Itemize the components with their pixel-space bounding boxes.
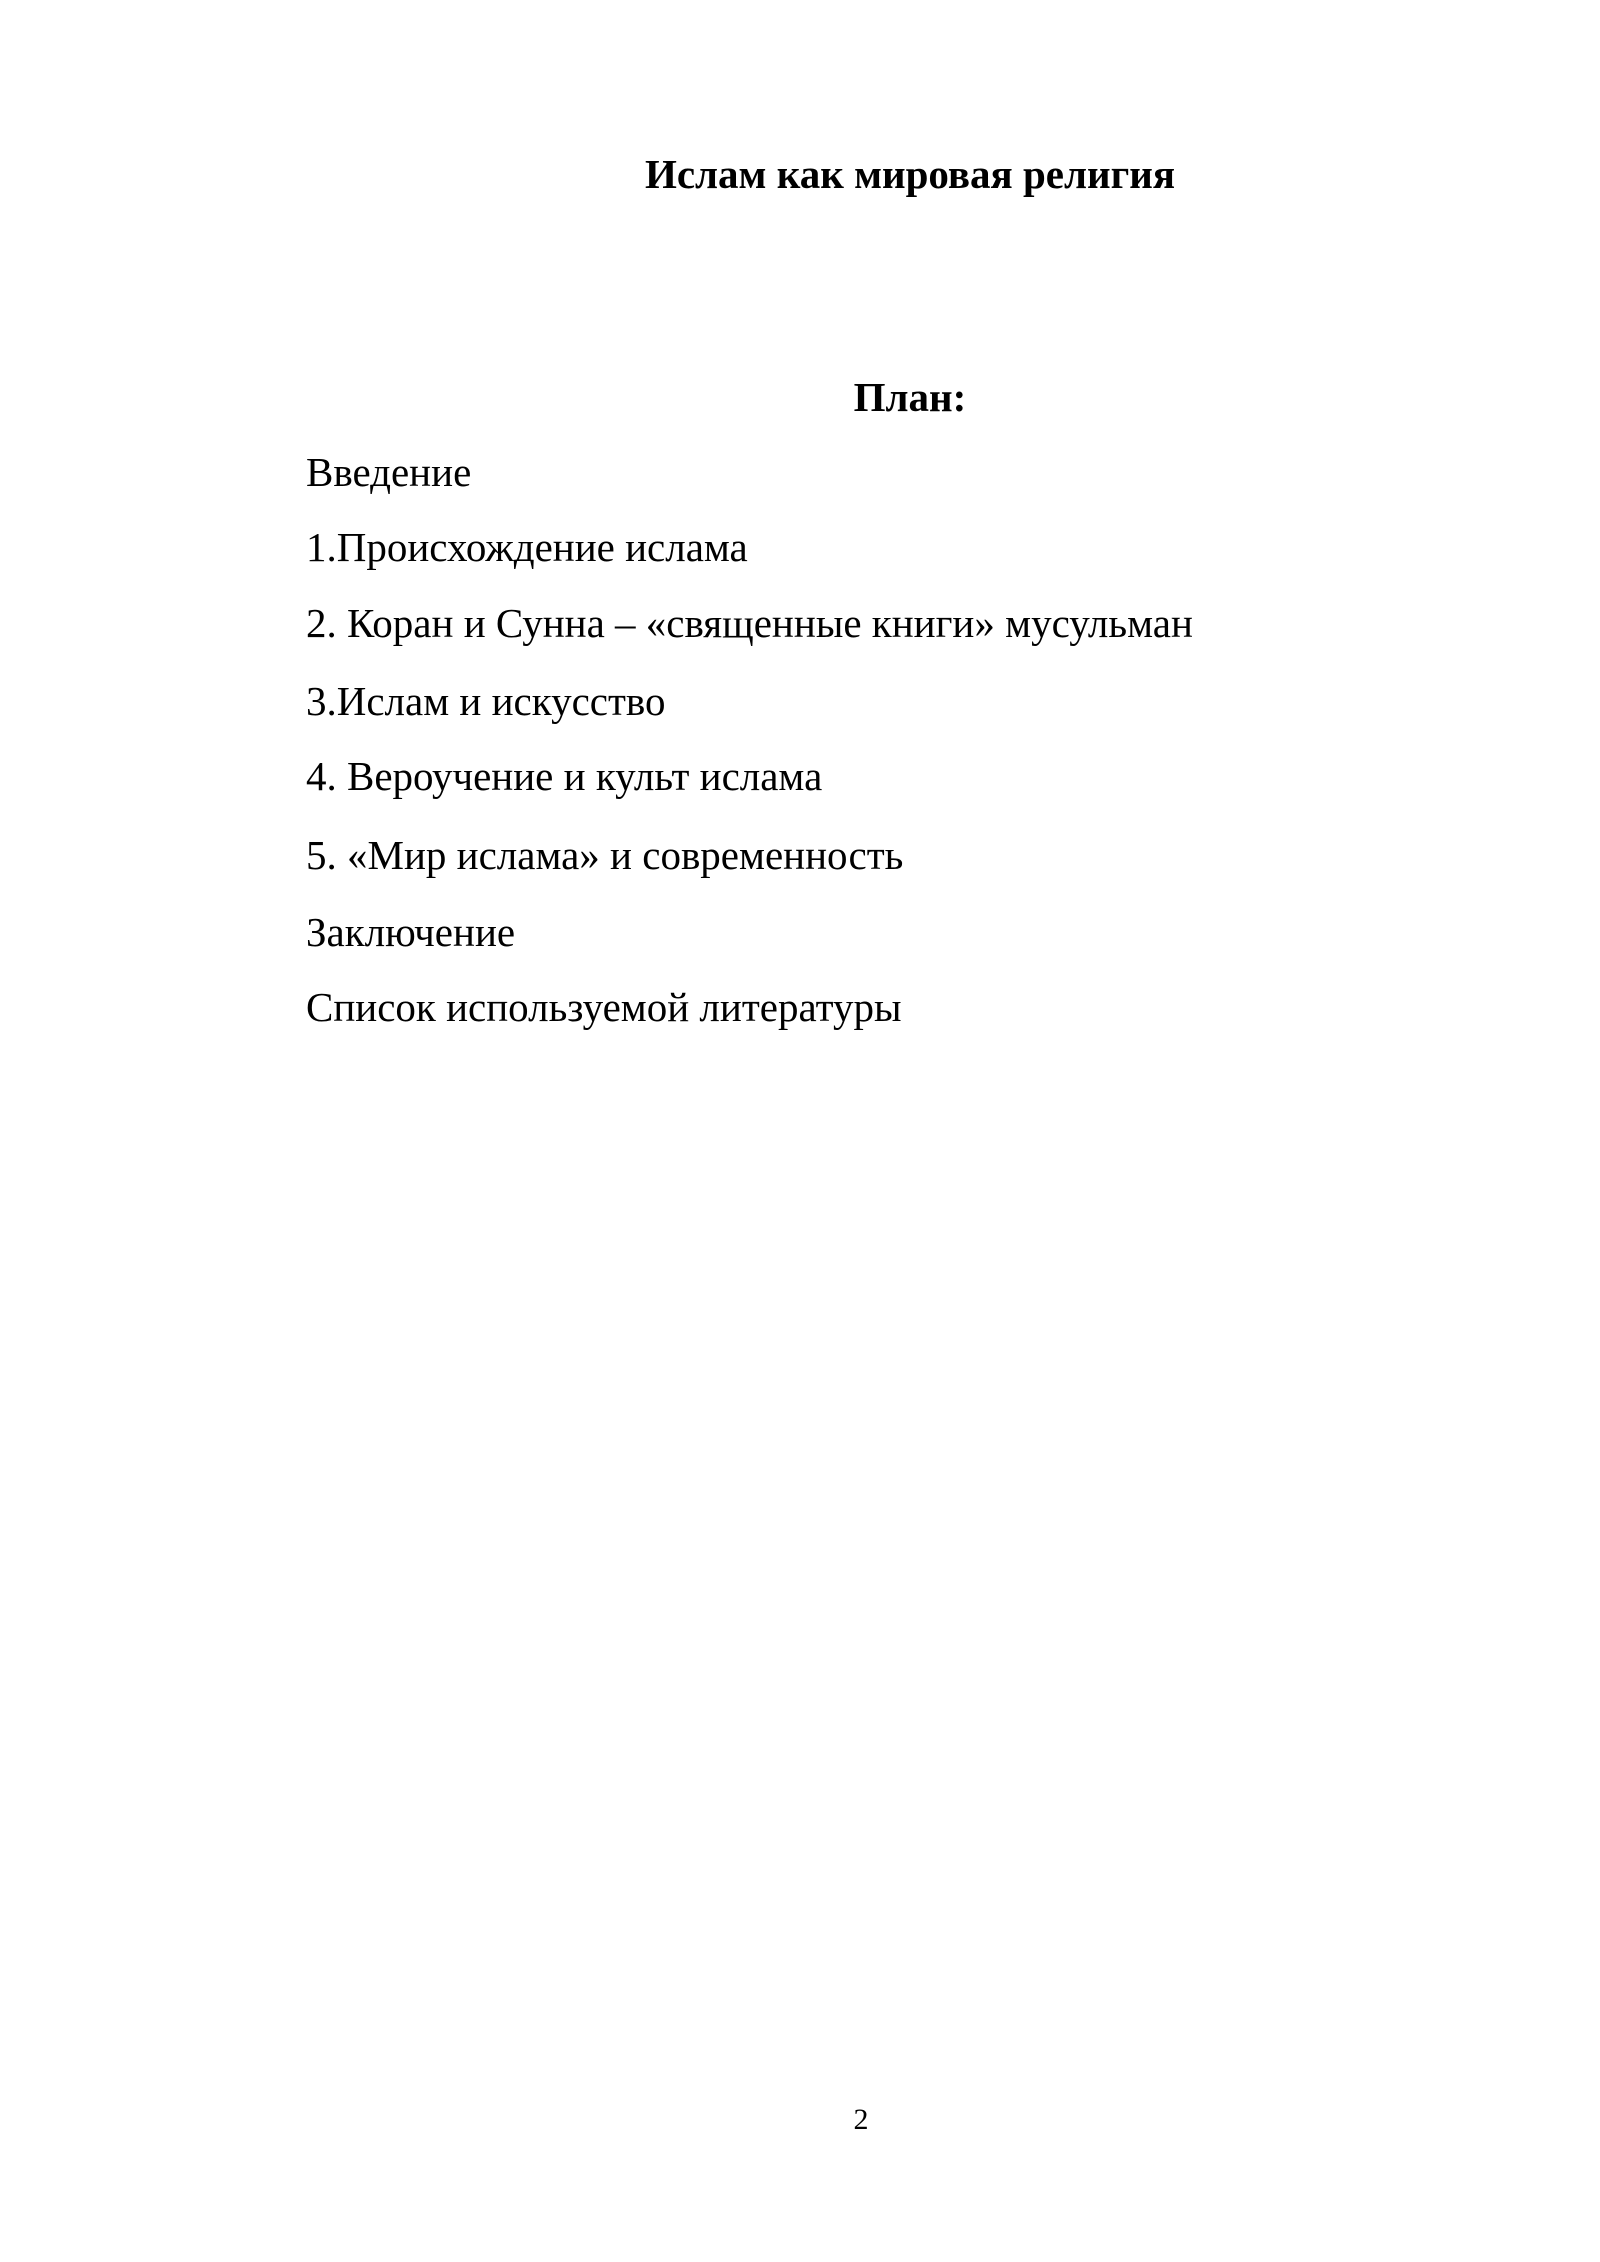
plan-item-2: 2. Коран и Сунна – «священные книги» мусульман [306,600,1193,646]
plan-item-bibliography: Список используемой литературы [306,984,902,1030]
plan-item-conclusion: Заключение [306,909,516,955]
plan-item-4: 4. Вероучение и культ ислама [306,753,823,799]
plan-item-1: 1.Происхождение ислама [306,524,748,570]
plan-item-3: 3.Ислам и искусство [306,678,666,724]
document-title: Ислам как мировая религия [644,151,1176,197]
page-number: 2 [853,2103,869,2136]
plan-item-5: 5. «Мир ислама» и современность [306,832,904,878]
plan-item-introduction: Введение [306,449,472,495]
plan-heading: План: [853,374,967,420]
